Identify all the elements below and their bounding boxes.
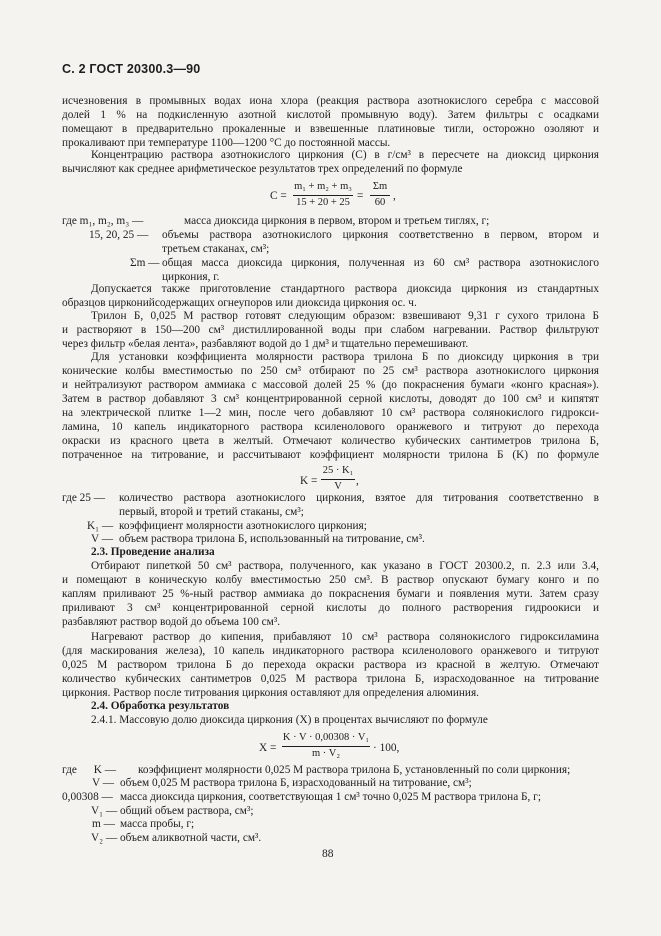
formula1-equals: = bbox=[357, 190, 364, 202]
text-line: Для установки коэффициента молярности раствора трилона Б по диоксиду циркония в три bbox=[91, 351, 599, 363]
legend-symbol: m — bbox=[92, 818, 115, 830]
text-line: ламина, 10 капель индикаторного раствора ксиленолового оранжевого и титруют до перехода bbox=[62, 421, 599, 433]
text-line: Трилон Б, 0,025 М раствор готовят следующим образом: взвешивают 9,31 г сухого трилона Б bbox=[91, 310, 599, 322]
legend-text: объем раствора трилона Б, использованный на титрование, см³. bbox=[119, 533, 425, 545]
text-line: долей 1 % на подкисленную азотной кислотой промывную воду). Затем фильтры с осадками bbox=[62, 109, 599, 121]
text-line: Затем в раствор добавляют 3 см³ концентрированной серной кислоты, доводят до 100 см³ и кипятят bbox=[62, 393, 599, 405]
legend-text: первый, второй и третий стаканы, см³; bbox=[119, 506, 304, 518]
text-line: разбавляют раствор водой до объема 100 см³. bbox=[62, 616, 281, 628]
legend-text: общая масса диоксида циркония, полученная из 60 см³ раствора азотнокислого bbox=[162, 257, 599, 269]
legend-symbol: Σm — bbox=[130, 257, 160, 269]
legend-symbol: 0,00308 — bbox=[62, 791, 113, 803]
text-line: циркония. Раствор после титрования циркония оставляют для определения алюминия. bbox=[62, 687, 479, 699]
formula1-fraction-bar bbox=[293, 195, 353, 196]
text-line: 2.4.1. Массовую долю диоксида циркония (X) в процентах вычисляют по формуле bbox=[91, 714, 488, 726]
text-line: потраченное на титрование, и рассчитывают коэффициент молярности трилона Б (K) по формуле bbox=[62, 449, 599, 461]
legend-text: количество раствора азотнокислого циркония, взятое для титрования соответственно в bbox=[119, 492, 599, 504]
text-line: каплям приливают 25 %-ный раствор аммиака до покраснения бумаги и появления мути. Затем сразу bbox=[62, 588, 599, 600]
formula2-numerator: 25 · K₁ bbox=[322, 465, 354, 476]
formula3-denominator: m · V₂ bbox=[312, 748, 340, 759]
text-line: Концентрацию раствора азотнокислого циркония (C) в г/см³ в пересчете на диоксид циркония bbox=[91, 149, 599, 161]
text-line: приливают 3 см³ концентрированной серной кислоты до полного растворения гидроокиси и bbox=[62, 602, 599, 614]
text-line: 0,025 М раствором трилона Б до перехода окраски раствора из красной в желтую. Отмечают bbox=[62, 659, 599, 671]
text-line: и помещают в коническую колбу вместимостью 250 см³. В раствор опускают бумагу конго и по bbox=[62, 574, 599, 586]
text-line: прокаливают при температуре 1100—1200 °С до постоянной массы. bbox=[62, 137, 391, 149]
legend-symbol: V — bbox=[92, 777, 115, 789]
legend-text: циркония, г. bbox=[162, 271, 220, 283]
formula1-tail: , bbox=[393, 190, 396, 202]
formula1-numerator2: Σm bbox=[372, 181, 388, 192]
formula1-numerator: m₁ + m₂ + m₃ bbox=[294, 181, 352, 192]
formula2-tail: , bbox=[356, 475, 359, 487]
formula2-fraction-bar bbox=[321, 479, 355, 480]
legend-text: объемы раствора азотнокислого циркония соответственно в первом, втором и bbox=[162, 229, 599, 241]
text-line: вычисляют как среднее арифметическое результатов трех определений по формуле bbox=[62, 163, 463, 175]
section-heading: 2.3. Проведение анализа bbox=[91, 546, 215, 558]
formula3-fraction-bar bbox=[282, 746, 370, 747]
legend-text: масса диоксида циркония, соответствующая 1 см³ точно 0,025 М раствора трилона Б, г; bbox=[120, 791, 541, 803]
formula3-tail: · 100, bbox=[373, 742, 400, 754]
text-line: Отбирают пипеткой 50 см³ раствора, полученного, как указано в ГОСТ 20300.2, п. 2.3 или 3.4, bbox=[91, 560, 599, 572]
formula3-numerator: K · V · 0,00308 · V₁ bbox=[282, 732, 370, 743]
text-line: (для маскирования железа), 10 капель индикаторного раствора ксиленолового оранжевого и титруют bbox=[62, 645, 599, 657]
formula1-lhs: C = bbox=[270, 190, 287, 202]
legend-symbol: где 25 — bbox=[62, 492, 106, 504]
legend-text: масса диоксида циркония в первом, втором и третьем тиглях, г; bbox=[184, 215, 490, 227]
legend-symbol: где K — bbox=[62, 764, 117, 776]
legend-text: общий объем раствора, см³; bbox=[120, 805, 254, 817]
text-line: образцов цирконийсодержащих огнеупоров или диоксида циркония ос. ч. bbox=[62, 297, 417, 309]
text-line: через фильтр «белая лента», разбавляют водой до 1 дм³ и тщательно перемешивают. bbox=[62, 338, 469, 350]
text-line: Допускается также приготовление стандартного раствора диоксида циркония из стандартных bbox=[91, 283, 599, 295]
legend-symbol: V₁ — bbox=[91, 805, 118, 817]
page-header: С. 2 ГОСТ 20300.3—90 bbox=[62, 62, 201, 76]
text-line: помещают в предварительно прокаленные и взвешенные платиновые тигли, осторожно озоляют и bbox=[62, 123, 599, 135]
legend-text: коэффициент молярности азотнокислого циркония; bbox=[119, 520, 367, 532]
formula3-lhs: X = bbox=[259, 742, 277, 754]
text-line: исчезновения в промывных водах иона хлора (реакция раствора азотнокислого серебра с массовой bbox=[62, 95, 599, 107]
formula2-denominator: V bbox=[334, 481, 342, 492]
section-heading: 2.4. Обработка результатов bbox=[91, 700, 230, 712]
text-line: окраски из красного цвета в желтый. Отмечают количество кубических сантиметров трилона Б, bbox=[62, 435, 599, 447]
text-line: и растворяют в 150—200 см³ дистиллированной воды при слабом нагревании. Раствор фильтруют bbox=[62, 324, 599, 336]
legend-text: объем 0,025 М раствора трилона Б, израсходованный на титрование, см³; bbox=[120, 777, 472, 789]
legend-symbol: K₁ — bbox=[87, 520, 114, 532]
text-line: на электрической плитке 1—2 мин, после чего добавляют 10 см³ раствора солянокислого гидрокси- bbox=[62, 407, 599, 419]
formula1-denominator2: 60 bbox=[374, 197, 386, 208]
formula2-lhs: K = bbox=[300, 475, 318, 487]
text-line: конические колбы вместимостью по 250 см³ отбирают по 25 см³ раствора азотнокислого циркония bbox=[62, 365, 599, 377]
legend-symbol: где m₁, m₂, m₃ — bbox=[62, 215, 144, 227]
legend-text: коэффициент молярности 0,025 М раствора трилона Б, установленный по соли циркония; bbox=[138, 764, 571, 776]
legend-text: третьем стаканах, см³; bbox=[162, 243, 270, 255]
text-line: количество кубических сантиметров 0,025 М раствора трилона Б, израсходованное на титрование bbox=[62, 673, 599, 685]
legend-symbol: 15, 20, 25 — bbox=[89, 229, 149, 241]
formula1-fraction-bar2 bbox=[370, 195, 390, 196]
text-line: и нейтрализуют раствором аммиака с массовой долей 25 % (до покраснения бумаги «конго красная»). bbox=[62, 379, 599, 391]
legend-symbol: V₂ — bbox=[91, 832, 118, 844]
page-number: 88 bbox=[322, 848, 334, 860]
legend-text: масса пробы, г; bbox=[120, 818, 195, 830]
legend-text: объем аликвотной части, см³. bbox=[120, 832, 262, 844]
legend-symbol: V — bbox=[91, 533, 114, 545]
text-line: Нагревают раствор до кипения, прибавляют 10 см³ раствора солянокислого гидроксиламина bbox=[91, 631, 599, 643]
formula1-denominator: 15 + 20 + 25 bbox=[296, 197, 350, 208]
